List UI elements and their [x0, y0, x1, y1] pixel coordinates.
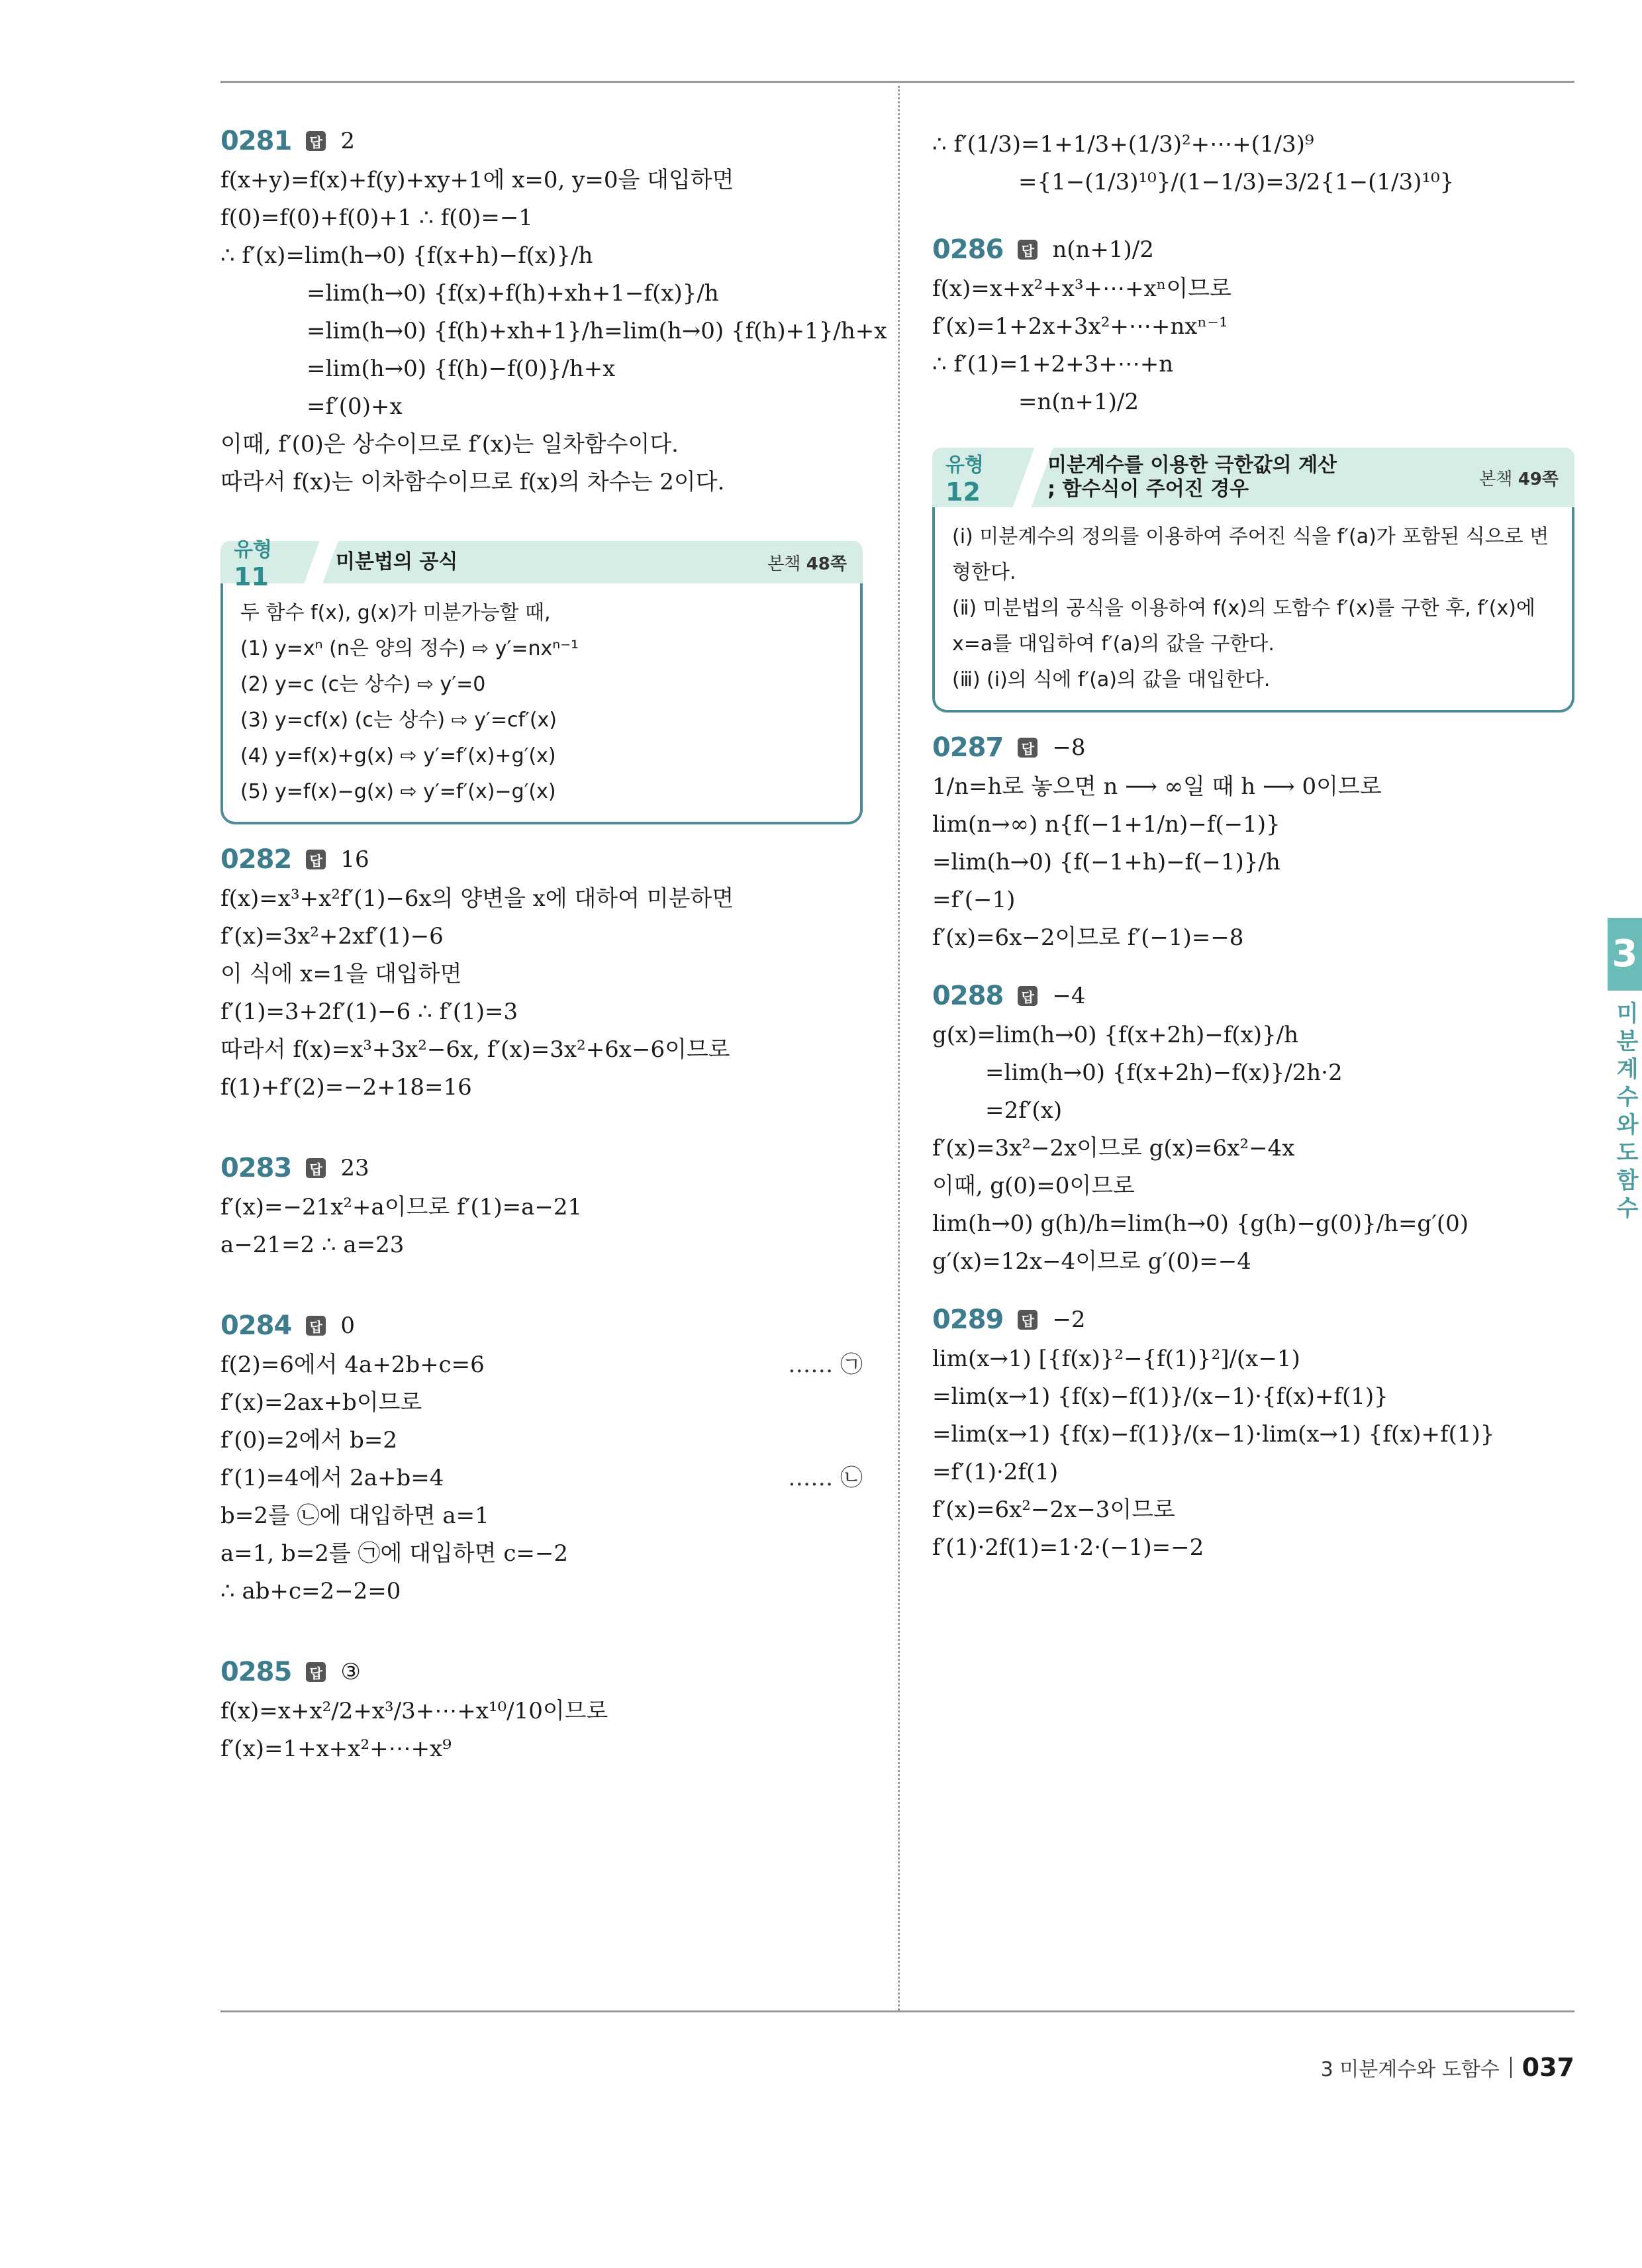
problem-header	[220, 126, 863, 156]
solution-line: lim(n→∞) n{f(−1+1/n)−f(−1)}	[932, 811, 1280, 838]
type-tag-label: 유형	[945, 454, 984, 477]
type-tag	[932, 448, 1018, 507]
solution-line: b=2를 ㉡에 대입하면 a=1	[220, 1503, 489, 1529]
problem-header	[220, 1310, 863, 1341]
answer-value: −4	[1052, 983, 1086, 1009]
formula-line: (1) y=xⁿ (n은 양의 정수) ⇨ y′=nxⁿ⁻¹	[240, 637, 579, 660]
problem-header	[932, 732, 1574, 763]
problem-0287	[932, 732, 1574, 957]
equation-marker: …… ㉠	[788, 1352, 863, 1378]
solution-text: f′(1)=4에서 2a+b=4	[220, 1465, 444, 1491]
problem-header	[932, 981, 1574, 1011]
type-title: 미분법의 공식	[336, 550, 458, 573]
solution-line: ={1−(1/3)¹⁰}/(1−1/3)=3/2{1−(1/3)¹⁰}	[1018, 169, 1455, 195]
solution-line: f′(x)=6x²−2x−3이므로	[932, 1497, 1175, 1523]
solution-line: f(x)=x+x²+x³+⋯+xⁿ이므로	[932, 275, 1232, 302]
problem-number: 0283	[220, 1153, 292, 1183]
answer-icon: 답	[1018, 240, 1038, 260]
solution-line: f′(0)=2에서 b=2	[220, 1427, 397, 1454]
chapter-tab: 3	[1608, 918, 1642, 991]
solution-line: ∴ f′(1)=1+2+3+⋯+n	[932, 351, 1174, 377]
answer-value: ③	[340, 1659, 361, 1685]
type-body	[220, 583, 863, 824]
solution-line: a=1, b=2를 ㉠에 대입하면 c=−2	[220, 1540, 569, 1567]
solution-line: f′(x)=3x²−2x이므로 g(x)=6x²−4x	[932, 1135, 1295, 1161]
solution-line: ∴ f′(x)=lim(h→0) {f(x+h)−f(x)}/h	[220, 242, 593, 269]
solution-line: 따라서 f(x)=x³+3x²−6x, f′(x)=3x²+6x−6이므로	[220, 1036, 730, 1063]
reference-page: 48쪽	[806, 554, 847, 574]
solution-line: f′(1)=3+2f′(1)−6 ∴ f′(1)=3	[220, 999, 518, 1025]
problem-0289	[932, 1305, 1574, 1567]
solution-line: f(x)=x+x²/2+x³/3+⋯+x¹⁰/10이므로	[220, 1698, 608, 1724]
solution-line: lim(x→1) [{f(x)}²−{f(1)}²]/(x−1)	[932, 1346, 1300, 1372]
problem-header	[220, 1153, 863, 1183]
reference-page: 49쪽	[1518, 469, 1559, 489]
solution-line: =n(n+1)/2	[1018, 389, 1139, 415]
answer-icon: 답	[1018, 1310, 1038, 1330]
solution-line	[220, 1459, 863, 1497]
problem-0282	[220, 844, 863, 1107]
column-divider	[898, 86, 900, 2010]
problem-number: 0289	[932, 1305, 1004, 1335]
problem-number: 0286	[932, 234, 1004, 265]
answer-value: 16	[340, 846, 369, 873]
solution-line: f′(x)=1+2x+3x²+⋯+nxⁿ⁻¹	[932, 313, 1228, 340]
answer-icon: 답	[306, 1158, 326, 1178]
formula-line: (3) y=cf(x) (c는 상수) ⇨ y′=cf′(x)	[240, 709, 557, 732]
chapter-side-label: 미분계수와 도함수	[1616, 1001, 1639, 1222]
answer-value: 2	[340, 128, 355, 154]
problem-header	[932, 1305, 1574, 1335]
solution-line: =lim(h→0) {f(x)+f(h)+xh+1−f(x)}/h	[307, 280, 719, 307]
solution-line: f′(1)·2f(1)=1·2·(−1)=−2	[932, 1534, 1204, 1561]
problem-0281	[220, 126, 887, 501]
solution-line: =lim(h→0) {f(h)−f(0)}/h+x	[307, 356, 616, 382]
method-step: (ⅲ) (ⅰ)의 식에 f′(a)의 값을 대입한다.	[952, 668, 1271, 691]
solution-line: ∴ f′(1/3)=1+1/3+(1/3)²+⋯+(1/3)⁹	[932, 131, 1314, 158]
solution-line: 이때, g(0)=0이므로	[932, 1173, 1135, 1199]
footer-separator	[1510, 2057, 1512, 2078]
solution-line: =f′(−1)	[932, 887, 1016, 913]
solution-line: lim(h→0) g(h)/h=lim(h→0) {g(h)−g(0)}/h=g′(0)	[932, 1210, 1469, 1237]
problem-header	[932, 234, 1574, 265]
solution-line: 1/n=h로 놓으면 n ⟶ ∞일 때 h ⟶ 0이므로	[932, 773, 1382, 800]
solution-line: =lim(h→0) {f(h)+xh+1}/h=lim(h→0) {f(h)+1}/h+x	[307, 318, 887, 344]
reference-prefix: 본책	[767, 554, 801, 574]
problem-0283	[220, 1153, 863, 1264]
textbook-reference	[767, 550, 863, 575]
answer-value: −8	[1052, 734, 1086, 761]
solution-line	[220, 1346, 863, 1384]
textbook-reference	[1479, 466, 1574, 490]
formula-line: (2) y=c (c는 상수) ⇨ y′=0	[240, 673, 486, 696]
type-box-12	[932, 448, 1574, 713]
solution-line: f′(x)=1+x+x²+⋯+x⁹	[220, 1736, 452, 1762]
solution-line: 이때, f′(0)은 상수이므로 f′(x)는 일차함수이다.	[220, 431, 679, 458]
problem-header	[220, 844, 863, 875]
problem-number: 0281	[220, 126, 292, 156]
solution-line: =f′(0)+x	[307, 393, 403, 420]
answer-value: 23	[340, 1155, 369, 1181]
solution-line: a−21=2 ∴ a=23	[220, 1232, 405, 1258]
solution-line: f(x+y)=f(x)+f(y)+xy+1에 x=0, y=0을 대입하면	[220, 167, 734, 193]
solution-line: f(0)=f(0)+f(0)+1 ∴ f(0)=−1	[220, 205, 533, 231]
solution-line: 이 식에 x=1을 대입하면	[220, 961, 462, 987]
problem-number: 0285	[220, 1657, 292, 1687]
solution-text: f(2)=6에서 4a+2b+c=6	[220, 1352, 485, 1378]
problem-0285	[220, 1657, 863, 1768]
formula-line: (4) y=f(x)+g(x) ⇨ y′=f′(x)+g′(x)	[240, 744, 556, 767]
type-header	[932, 448, 1574, 507]
problem-number: 0284	[220, 1310, 292, 1341]
answer-value: n(n+1)/2	[1052, 236, 1154, 263]
page-number: 037	[1521, 2053, 1574, 2082]
answer-icon: 답	[1018, 986, 1038, 1006]
type-title-line: 미분계수를 이용한 극한값의 계산	[1047, 454, 1337, 477]
right-column	[932, 126, 1574, 1591]
type-body	[932, 507, 1574, 713]
solution-line: =2f′(x)	[985, 1097, 1063, 1124]
problem-0288	[932, 981, 1574, 1281]
answer-icon: 답	[1018, 738, 1038, 758]
footer-chapter: 3 미분계수와 도함수	[1320, 2058, 1500, 2081]
problem-0286	[932, 234, 1574, 421]
solution-line: f(x)=x³+x²f′(1)−6x의 양변을 x에 대하여 미분하면	[220, 885, 734, 912]
problem-0285-continued	[932, 126, 1574, 201]
left-column	[220, 126, 887, 1792]
equation-marker: …… ㉡	[788, 1465, 863, 1491]
type-tag-label: 유형	[234, 538, 272, 562]
formula-line: (5) y=f(x)−g(x) ⇨ y′=f′(x)−g′(x)	[240, 780, 556, 803]
problem-header	[220, 1657, 863, 1687]
solution-line: ∴ ab+c=2−2=0	[220, 1578, 401, 1604]
problem-number: 0282	[220, 844, 292, 875]
type-header	[220, 538, 863, 591]
answer-value: −2	[1052, 1307, 1086, 1333]
problem-number: 0288	[932, 981, 1004, 1011]
problem-0284	[220, 1310, 863, 1610]
solution-line: g(x)=lim(h→0) {f(x+2h)−f(x)}/h	[932, 1022, 1298, 1048]
method-step: (ⅰ) 미분계수의 정의를 이용하여 주어진 식을 f′(a)가 포함된 식으로 변형한다.	[952, 525, 1549, 584]
solution-line: =lim(h→0) {f(x+2h)−f(x)}/2h·2	[985, 1060, 1343, 1086]
page-footer	[1321, 2053, 1574, 2082]
answer-icon: 답	[306, 1662, 326, 1682]
type-number: 11	[234, 562, 269, 591]
solution-line: f′(x)=6x−2이므로 f′(−1)=−8	[932, 924, 1244, 951]
answer-icon: 답	[306, 1316, 326, 1336]
solution-line: f′(x)=3x²+2xf′(1)−6	[220, 923, 444, 950]
solution-line: 따라서 f(x)는 이차함수이므로 f(x)의 차수는 2이다.	[220, 469, 725, 495]
solution-line: =lim(h→0) {f(−1+h)−f(−1)}/h	[932, 849, 1280, 875]
type-box-11	[220, 538, 863, 824]
solution-line: f′(x)=−21x²+a이므로 f′(1)=a−21	[220, 1194, 583, 1220]
solution-line: =lim(x→1) {f(x)−f(1)}/(x−1)·lim(x→1) {f(x)+f(1)}	[932, 1421, 1495, 1448]
solution-line: f′(x)=2ax+b이므로	[220, 1389, 422, 1416]
answer-value: 0	[340, 1312, 355, 1339]
type-title-line: ; 함수식이 주어진 경우	[1047, 477, 1249, 501]
formula-line: 두 함수 f(x), g(x)가 미분가능할 때,	[240, 601, 551, 624]
problem-number: 0287	[932, 732, 1004, 763]
divider-slash	[304, 541, 338, 583]
solution-line: g′(x)=12x−4이므로 g′(0)=−4	[932, 1248, 1251, 1275]
solution-line: =f′(1)·2f(1)	[932, 1459, 1059, 1485]
type-number: 12	[945, 477, 981, 507]
type-tag	[220, 533, 307, 591]
answer-icon: 답	[306, 850, 326, 869]
solution-line: f(1)+f′(2)=−2+18=16	[220, 1074, 472, 1101]
answer-icon: 답	[306, 131, 326, 151]
top-rule	[220, 81, 1574, 83]
solution-line: =lim(x→1) {f(x)−f(1)}/(x−1)·{f(x)+f(1)}	[932, 1383, 1388, 1410]
reference-prefix: 본책	[1479, 469, 1513, 489]
method-step: (ⅱ) 미분법의 공식을 이용하여 f(x)의 도함수 f′(x)를 구한 후, f′(x)에 x=a를 대입하여 f′(a)의 값을 구한다.	[952, 597, 1535, 656]
bottom-rule	[220, 2010, 1574, 2012]
type-title	[1047, 454, 1479, 501]
